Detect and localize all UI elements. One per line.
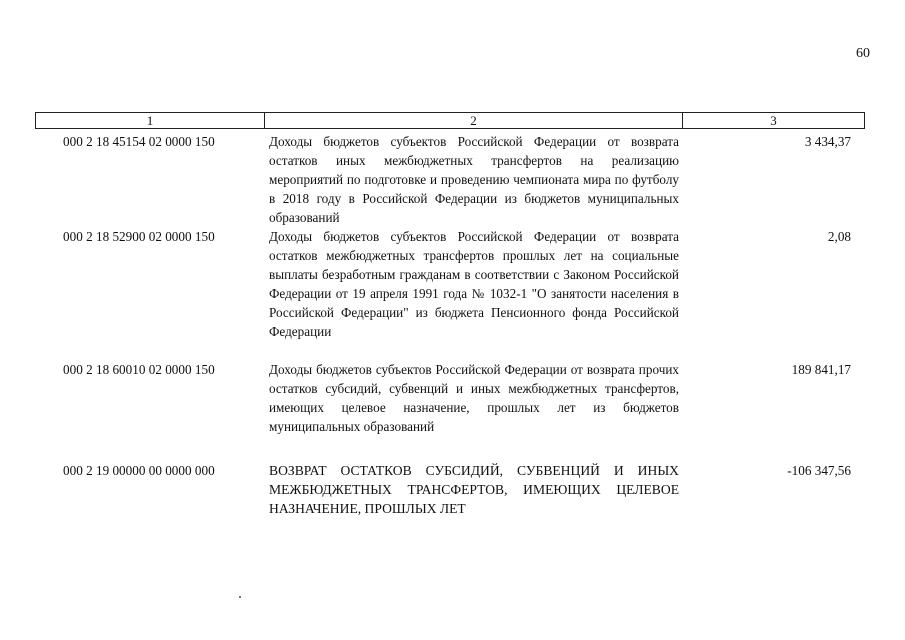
- budget-code: 000 2 18 52900 02 0000 150: [63, 229, 215, 244]
- row-amount: -106 347,56: [787, 463, 851, 478]
- budget-code: 000 2 18 45154 02 0000 150: [63, 134, 215, 149]
- table-header-row: [35, 112, 865, 129]
- row-description: Доходы бюджетов субъектов Российской Федерации от возврата прочих остатков субсидий, субвенций и иных межбюджетных трансфертов, имеющих целевое назначение, прошлых лет из бюджетов муниципальных образований: [269, 362, 679, 434]
- row-amount: 2,08: [827, 229, 851, 244]
- row-description: Доходы бюджетов субъектов Российской Федерации от возврата остатков межбюджетных трансфертов прошлых лет на социальные выплаты безработным гражданам в соответствии с Законом Российской Федерации от 19 апреля 1991 года № 1032-1 "О занятости населения в Российской Федерации" из бюджета Пенсионного фонда Российской Федерации: [269, 229, 679, 339]
- column-header-3: 3: [770, 113, 777, 128]
- row-amount: 189 841,17: [791, 362, 851, 377]
- column-header-1: 1: [36, 113, 265, 128]
- scan-speck: [239, 596, 241, 598]
- budget-code: 000 2 18 60010 02 0000 150: [63, 362, 215, 377]
- page-number: 60: [856, 46, 870, 61]
- row-description: Доходы бюджетов субъектов Российской Федерации от возврата остатков иных межбюджетных трансфертов на реализацию мероприятий по подготовке и проведению чемпионата мира по футболу в 2018 году в Российской Федерации из бюджетов муниципальных образований: [269, 134, 679, 225]
- row-description: ВОЗВРАТ ОСТАТКОВ СУБСИДИЙ, СУБВЕНЦИЙ И ИНЫХ МЕЖБЮДЖЕТНЫХ ТРАНСФЕРТОВ, ИМЕЮЩИХ ЦЕЛЕВОЕ НАЗНАЧЕНИЕ, ПРОШЛЫХ ЛЕТ: [269, 463, 679, 516]
- column-header-2: 2: [265, 113, 683, 128]
- row-amount: 3 434,37: [804, 134, 851, 149]
- budget-code: 000 2 19 00000 00 0000 000: [63, 463, 215, 478]
